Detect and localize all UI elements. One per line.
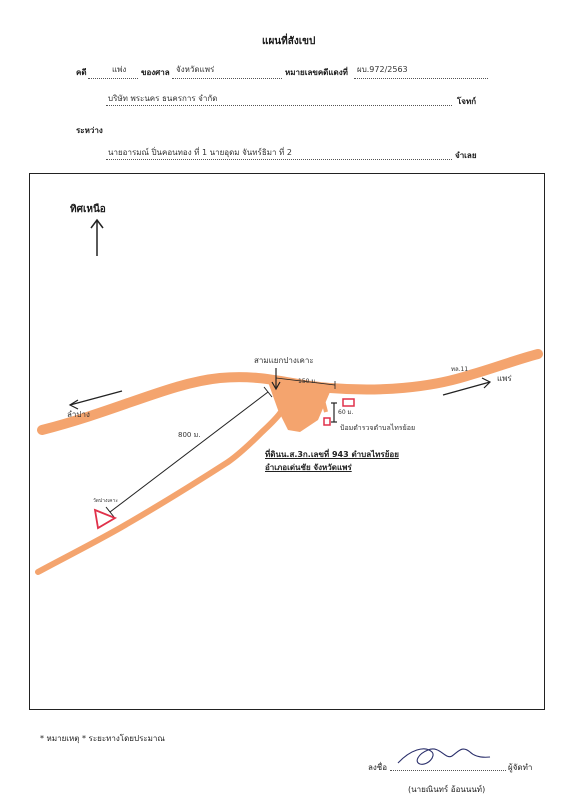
dist-60-label: 60 ม. bbox=[338, 409, 354, 416]
case-label: คดี bbox=[76, 68, 87, 77]
case-number-label: หมายเลขคดีแดงที่ bbox=[285, 68, 348, 77]
parcel-marker bbox=[324, 418, 330, 425]
signature-scribble bbox=[398, 749, 490, 764]
parcel-line-2: อำเภอเด่นชัย จังหวัดแพร่ bbox=[265, 463, 352, 472]
defendant-role: จำเลย bbox=[455, 151, 477, 160]
side-road-2 bbox=[310, 395, 312, 420]
signer-role: ผู้จัดทำ bbox=[508, 763, 533, 772]
document-title: แผนที่สังเขป bbox=[262, 36, 316, 47]
junction-label: สามแยกปางเคาะ bbox=[254, 356, 314, 365]
dist-150-label: 150 ม. bbox=[298, 378, 318, 385]
signer-name: (นายณินทร์ อ้อนนนท์) bbox=[408, 785, 486, 794]
parcel-line-1: ที่ดินน.ส.3ก.เลขที่ 943 ตำบลไทรย้อย bbox=[265, 450, 399, 459]
to-lampang-label: ลำปาง bbox=[67, 410, 90, 419]
signature-line bbox=[390, 770, 506, 771]
road-number-label: ทล.11 bbox=[451, 366, 469, 373]
between-label: ระหว่าง bbox=[76, 126, 103, 135]
to-phrae-label: แพร่ bbox=[497, 374, 512, 383]
case-number: ผบ.972/2563 bbox=[357, 65, 408, 74]
footnote: * หมายเหตุ * ระยะทางโดยประมาณ bbox=[40, 734, 165, 743]
plaintiff-name: บริษัท พระนคร ธนครการ จำกัด bbox=[108, 94, 218, 103]
sign-label: ลงชื่อ bbox=[368, 763, 388, 772]
temple-marker bbox=[95, 510, 115, 528]
defendants-names: นายอารมณ์ ปิ่นคอนทอง ที่ 1 นายอุดม จันทร์ธิมา ที่ 2 bbox=[108, 148, 292, 157]
police-box-label: ป้อมตำรวจตำบลไทรย้อย bbox=[340, 424, 416, 432]
plaintiff-role: โจทก์ bbox=[457, 97, 477, 106]
court-label: ของศาล bbox=[141, 68, 170, 77]
court-name: จังหวัดแพร่ bbox=[176, 65, 215, 74]
north-label: ทิศเหนือ bbox=[70, 204, 106, 215]
case-type: แพ่ง bbox=[112, 65, 127, 74]
temple-label: วัดปางเคาะ bbox=[93, 498, 119, 504]
dist-800-label: 800 ม. bbox=[178, 431, 201, 439]
police-box-marker bbox=[343, 399, 354, 406]
